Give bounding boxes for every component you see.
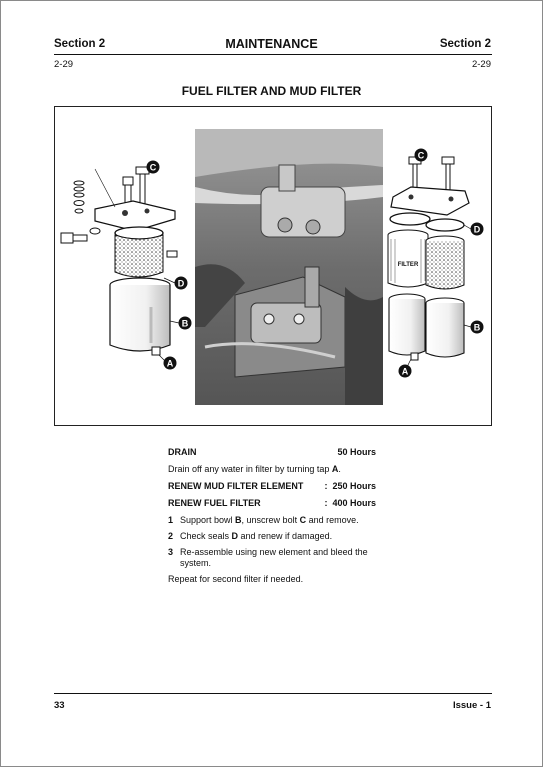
callout-b-left — [179, 317, 192, 330]
svg-text:D: D — [177, 278, 185, 289]
svg-text:D: D — [473, 224, 481, 235]
schedule-value: : 250 Hours — [324, 481, 376, 491]
page-ref-left: 2-29 — [54, 59, 74, 70]
illustration-svg — [55, 107, 491, 425]
step-2: 2 Check seals D and renew if damaged. — [168, 531, 333, 541]
footer-rule — [54, 693, 492, 694]
svg-text:C: C — [417, 150, 425, 161]
schedule-drain — [168, 447, 376, 458]
callout-b-right — [471, 321, 484, 334]
element-label: FILTER — [397, 262, 419, 268]
step-1: 1 Support bowl B, unscrew bolt C and remove. — [168, 515, 359, 525]
page-ref-right: 2-29 — [471, 59, 491, 70]
callout-a-right — [399, 365, 412, 378]
svg-text:A: A — [166, 358, 174, 369]
callout-d-left — [175, 277, 188, 290]
callout-c-right — [415, 149, 428, 162]
callout-d-right — [471, 223, 484, 236]
issue-label: Issue - 1 — [452, 700, 491, 711]
step-3: 3 Re-assemble using new element and bleed the system. — [168, 547, 368, 568]
maintenance-instructions — [168, 447, 376, 591]
drain-note: Drain off any water in filter by turning tap A. — [168, 464, 341, 474]
callout-a-left — [164, 357, 177, 370]
schedule-label: RENEW MUD FILTER ELEMENT — [168, 481, 304, 491]
section-label-right: Section 2 — [439, 38, 491, 50]
repeat-note: Repeat for second filter if needed. — [168, 574, 304, 584]
schedule-value: 50 Hours — [337, 447, 376, 457]
header-rule — [54, 54, 492, 55]
right-twin-filter-diagram — [388, 157, 471, 367]
svg-text:A: A — [401, 366, 409, 377]
section-label-left: Section 2 — [54, 38, 106, 50]
svg-text:C: C — [149, 162, 157, 173]
callout-c-left — [147, 161, 160, 174]
engine-photo — [195, 129, 383, 405]
header-title: MAINTENANCE — [225, 37, 318, 51]
svg-text:B: B — [181, 318, 189, 329]
schedule-label: DRAIN — [168, 447, 197, 457]
filter-illustration — [54, 106, 492, 426]
schedule-mud-filter — [168, 481, 376, 492]
left-filter-diagram — [61, 167, 179, 361]
page-title: FUEL FILTER AND MUD FILTER — [181, 84, 362, 98]
schedule-value: : 400 Hours — [324, 498, 376, 508]
page-number: 33 — [54, 700, 65, 711]
schedule-fuel-filter — [168, 498, 376, 509]
schedule-label: RENEW FUEL FILTER — [168, 498, 261, 508]
svg-text:B: B — [473, 322, 481, 333]
